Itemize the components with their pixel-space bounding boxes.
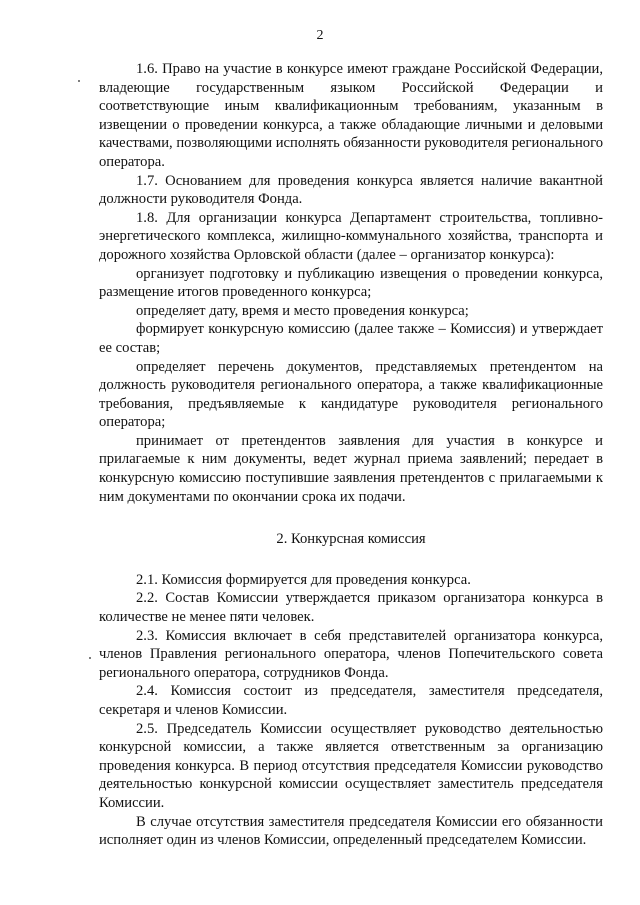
paragraph-2-5-continuation: В случае отсутствия заместителя председателя Комиссии его обязанности исполняет один из членов Комиссии, определенный председателем Комиссии. <box>99 813 603 849</box>
page-number: 2 <box>316 28 324 43</box>
paragraph-1-8: 1.8. Для организации конкурса Департамент строительства, топливно-энергетического комплекса, жилищно-коммунального хозяйства, транспорта и дорожного хозяйства Орловской области (далее – организатор конкурса): <box>99 209 603 263</box>
list-item: принимает от претендентов заявления для участия в конкурсе и прилагаемые к ним документы, ведет журнал приема заявлений; передает в конкурсную комиссию поступившие заявления претендентов с прилагаемыми к ним документами по окончании срока их подачи. <box>99 432 603 505</box>
section-2 <box>99 571 603 850</box>
list-item: организует подготовку и публикацию извещения о проведении конкурса, размещение итогов проведенного конкурса; <box>99 265 603 301</box>
paragraph-2-3: 2.3. Комиссия включает в себя представителей организатора конкурса, членов Правления регионального оператора, членов Попечительского совета регионального оператора, сотрудников Фонда. <box>99 627 603 681</box>
paragraph-2-1: 2.1. Комиссия формируется для проведения конкурса. <box>136 571 471 588</box>
paragraph-2-5: 2.5. Председатель Комиссии осуществляет руководство деятельностью конкурсной комиссии, а также является ответственным за организацию проведения конкурса. В период отсутствия председателя Комиссии руководство деятельностью конкурсной комиссии осуществляет заместитель председателя Комиссии. <box>99 720 603 811</box>
list-item: определяет перечень документов, представляемых претендентом на должность руководителя регионального оператора, а также квалификационные требования, предъявляемые к кандидатуре руководителя регионального оператора; <box>99 358 603 431</box>
paragraph-2-4: 2.4. Комиссия состоит из председателя, заместителя председателя, секретаря и членов Комиссии. <box>99 683 603 718</box>
section-1 <box>99 60 603 506</box>
section-2-heading: 2. Конкурсная комиссия <box>276 531 426 548</box>
scan-speck <box>89 657 91 659</box>
document-body <box>99 60 603 850</box>
scan-speck <box>78 80 80 82</box>
list-item: определяет дату, время и место проведения конкурса; <box>136 302 469 319</box>
list-item: формирует конкурсную комиссию (далее также – Комиссия) и утверждает ее состав; <box>99 321 603 356</box>
paragraph-1-7: 1.7. Основанием для проведения конкурса является наличие вакантной должности руководителя Фонда. <box>99 172 603 208</box>
paragraph-1-6: 1.6. Право на участие в конкурсе имеют граждане Российской Федерации, владеющие государственным языком Российской Федерации и соответствующие иным квалификационным требованиям, указанным в извещении о проведении конкурса, а также обладающие личными и деловыми качествами, позволяющими исполнять обязанности руководителя регионального оператора. <box>99 61 604 170</box>
paragraph-2-2: 2.2. Состав Комиссии утверждается приказом организатора конкурса в количестве не менее пяти человек. <box>99 590 603 626</box>
